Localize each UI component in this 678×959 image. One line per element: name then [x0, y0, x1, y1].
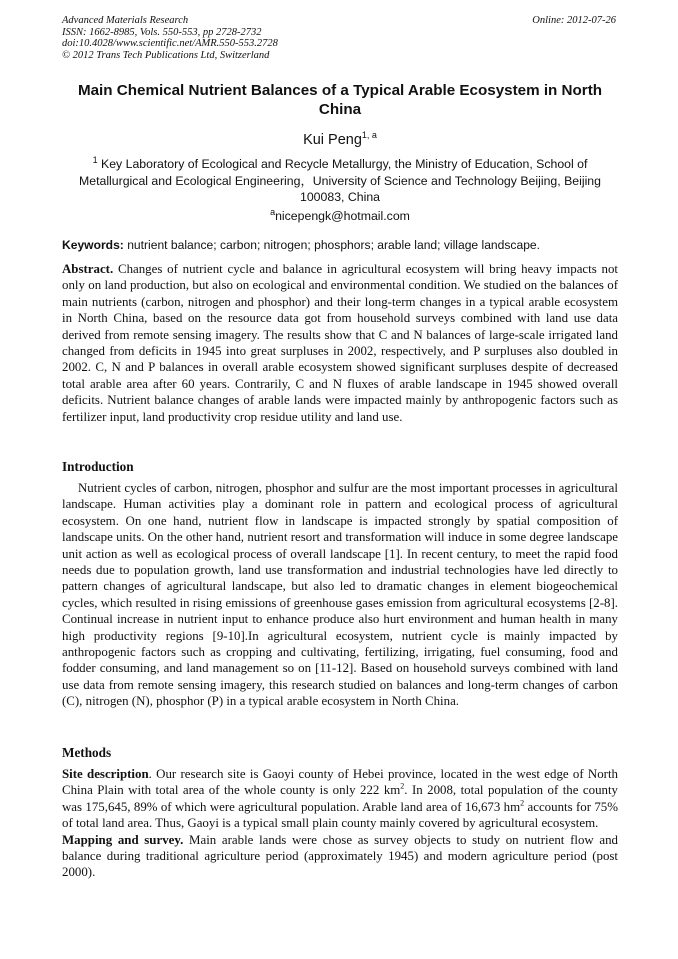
methods-section	[62, 766, 618, 881]
mapping-survey-label: Mapping and survey.	[62, 832, 184, 847]
abstract-label: Abstract.	[62, 262, 114, 276]
paper-title: Main Chemical Nutrient Balances of a Typical Arable Ecosystem in North China	[77, 82, 603, 118]
site-description-label: Site description	[62, 767, 149, 781]
abstract-text: Changes of nutrient cycle and balance in agricultural ecosystem will bring heavy impacts not only on land production, but also on ecological and environmental condition. We studied on the balances of main nutrients (carbon, nitrogen and phosphor) and their long-term changes in a typical arable ecosystem in North China, based on the resource data got from household surveys combined with land use data derived from remote sensing imagery. The results show that C and N balances of large-scale irrigated land changed from deficits in 1945 into great surpluses in 2002, respectively, and P surpluses also doubled in 2002. C, N and P balances in overall arable ecosystem showed significant surpluses despite of decreased total arable area after 60 years. Contrarily, C and N fluxes of arable landscape in 1945 showed overall deficits. Nutrient balance changes of arable lands were impacted mainly by anthropogenic factors such as fertilizer input, land productivity crop residue utility and land use.	[62, 262, 618, 424]
abstract	[62, 261, 618, 425]
mapping-survey-text: Main arable lands were chose as survey objects to study on nutrient flow and balance during traditional agriculture period (approximately 1945) and modern agriculture period (post 2000).	[62, 832, 618, 880]
email-mark: a	[270, 206, 276, 217]
doi-line: doi:10.4028/www.scientific.net/AMR.550-553.2728	[62, 38, 278, 49]
author-name: Kui Peng	[303, 132, 362, 148]
email-line	[62, 208, 618, 224]
site-text-1: . Our research site is Gaoyi county of Hebei province, located in the west edge of North China Plain with total area of the whole county is only 222 km	[62, 767, 618, 798]
affiliation	[62, 156, 618, 206]
affiliation-text: Key Laboratory of Ecological and Recycle Metallurgy, the Ministry of Education, School of Metallurgical and Ecological Engineering，University of Science and Technology Beijing, Beijing 100083, China	[78, 157, 601, 204]
author-line	[62, 131, 618, 149]
keywords-text: nutrient balance; carbon; nitrogen; phosphors; arable land; village landscape.	[127, 238, 541, 252]
site-text-3: accounts for 75% of total land area. Thus, Gaoyi is a typical small plain county mainly covered by agricultural ecosystem.	[62, 799, 618, 831]
introduction-text: Nutrient cycles of carbon, nitrogen, phosphor and sulfur are the most important processes in agricultural landscape. Human activities play a dominant role in pattern and ecological process of agricultural ecosystem. On one hand, nutrient flow in landscape is impacted strongly by spatial composition of landscape units. On the other hand, nutrient resort and transformation will induce in some degree landscape unit action as well as ecological process of overall landscape [1]. In recent century, to meet the rapid food needs due to population growth, land use transformation and industrial technologies have led directly to pattern changes of agricultural landscape, but also led to dramatic changes in element biogeochemical cycles, which resulted in rising emissions of greenhouse gases emission from agricultural ecosystems [2-8]. Continual increase in nutrient input to enhance produce also hurt environment and human health in many high productivity regions [9-10].In agricultural ecosystem, nutrient cycle is mainly impacted by anthropogenic factors such as cropping and cultivating, fertilizing, irrigating, fuel consuming, food and fodder consuming, and land management so on [11-12]. Based on household surveys combined with land use data from remote sensing imagery, this research studied on balances and long-term changes of carbon (C), nitrogen (N), phosphor (P) in a typical arable ecosystem in North China.	[62, 481, 618, 709]
methods-heading: Methods	[62, 745, 112, 760]
email-address: nicepengk@hotmail.com	[275, 209, 410, 223]
copyright-line: © 2012 Trans Tech Publications Ltd, Switzerland	[62, 49, 270, 61]
keywords-label: Keywords:	[62, 238, 124, 252]
introduction-heading: Introduction	[62, 459, 134, 474]
affiliation-mark: 1	[92, 154, 98, 165]
km2-superscript: 2	[400, 782, 405, 792]
author-marks: 1, a	[361, 130, 377, 141]
site-text-2: . In 2008, total population of the county was 175,645, 89% of which were agricultural population. Arable land area of 16,673 hm	[62, 783, 618, 814]
hm2-superscript: 2	[520, 798, 525, 808]
journal-name: Advanced Materials Research	[62, 15, 189, 26]
online-date: Online: 2012-07-26	[532, 15, 616, 26]
mapping-survey-paragraph	[62, 832, 618, 881]
site-description-paragraph	[62, 766, 618, 832]
issn-line: ISSN: 1662-8985, Vols. 550-553, pp 2728-2732	[62, 26, 262, 38]
keywords	[62, 237, 618, 253]
